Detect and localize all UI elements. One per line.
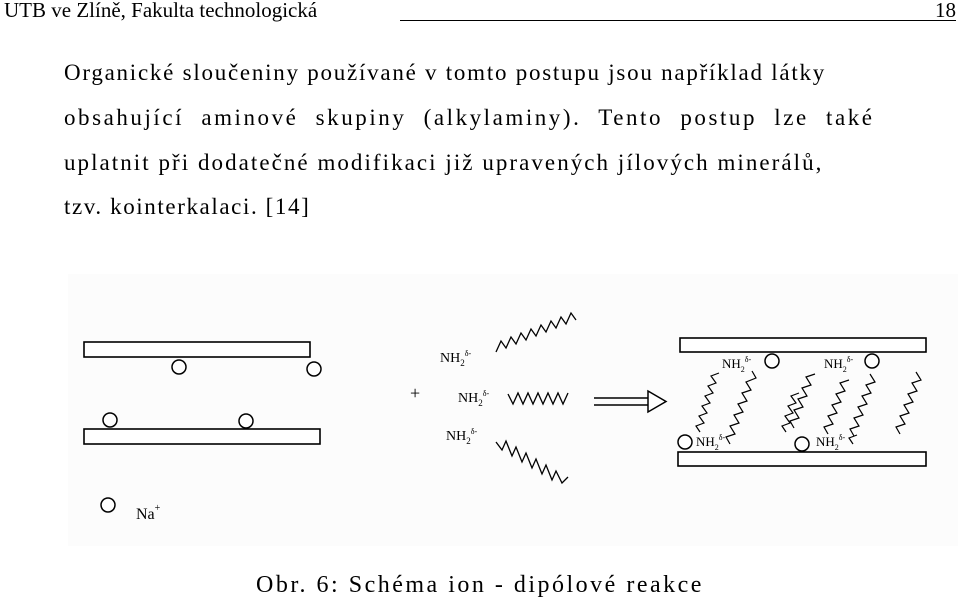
amine-label: $NH_2^{\delta-}$ — [824, 355, 854, 374]
clay-layer-top-left — [84, 342, 310, 357]
clay-layer-top-right — [680, 338, 926, 352]
sodium-ion — [103, 413, 117, 427]
amine-label: $NH_2^{\delta-}$ — [446, 427, 478, 446]
paragraph-line-2: obsahující aminové skupiny (alkylaminy). Tento postup lze také — [64, 105, 875, 130]
sodium-ion — [795, 437, 809, 451]
page-header — [0, 0, 960, 24]
amine-label: $NH_2^{\delta-}$ — [696, 433, 726, 452]
page-number: 18 — [935, 0, 956, 22]
sodium-ion — [678, 435, 692, 449]
plus-sign: + — [410, 383, 421, 403]
amine-label: $NH_2^{\delta-}$ — [816, 433, 846, 452]
sodium-ion — [239, 414, 253, 428]
sodium-ion — [865, 354, 879, 368]
amine-label: $NH_2^{\delta-}$ — [722, 355, 752, 374]
sodium-ion — [172, 360, 186, 374]
sodium-ion — [307, 362, 321, 376]
paragraph-line-4: tzv. kointerkalaci. [14] — [64, 194, 311, 219]
clay-layer-bottom-left — [84, 429, 320, 444]
figure-caption: Obr. 6: Schéma ion - dipólové reakce — [256, 572, 704, 598]
paragraph-line-3: uplatnit při dodatečné modifikaci již upravených jílových minerálů, — [64, 150, 824, 175]
sodium-ion — [765, 354, 779, 368]
header-institution: UTB ve Zlíně, Fakulta technologická — [4, 0, 318, 22]
clay-layer-bottom-right — [678, 452, 926, 466]
paragraph-line-1: Organické sloučeniny používané v tomto postupu jsou například látky — [64, 60, 826, 85]
amine-label: $NH_2^{\delta-}$ — [440, 349, 472, 368]
header-rule — [400, 20, 956, 21]
legend-sodium-circle — [101, 498, 115, 512]
legend-sodium-label: Na+ — [136, 503, 161, 523]
reaction-scheme-figure — [68, 274, 958, 546]
amine-label: $NH_2^{\delta-}$ — [458, 389, 490, 408]
